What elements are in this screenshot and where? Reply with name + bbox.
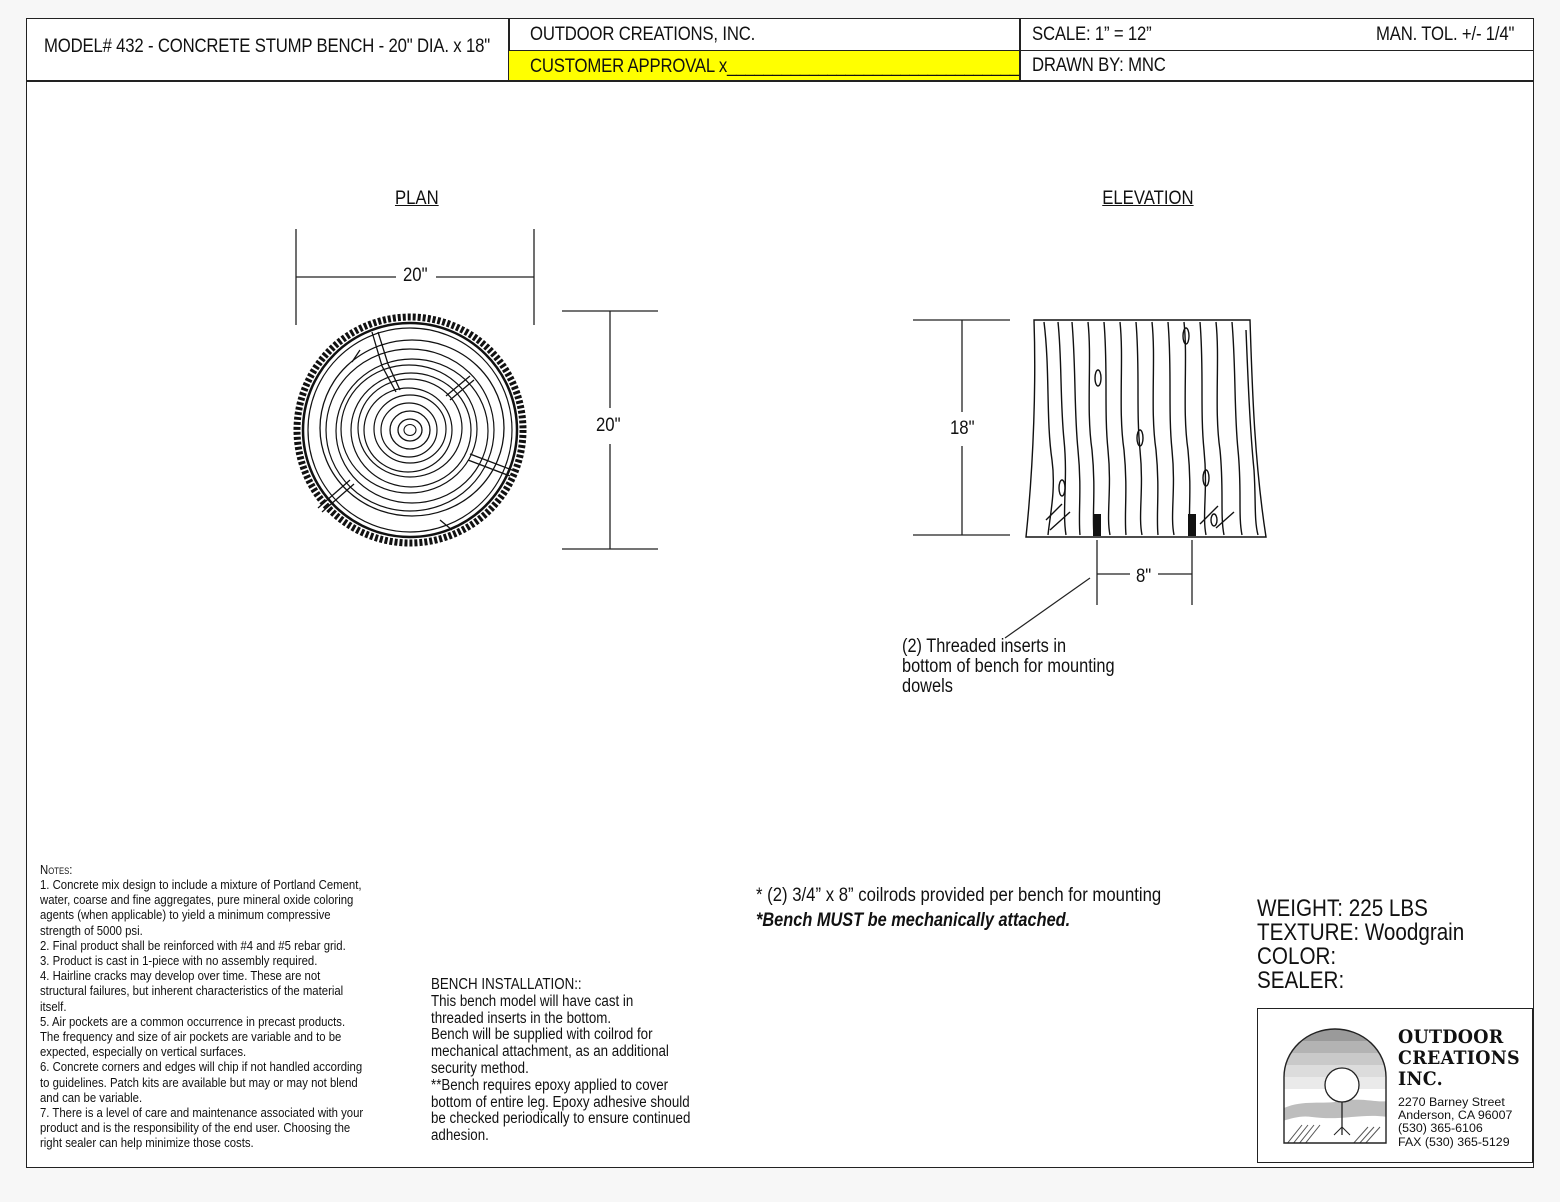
color-spec: COLOR: [1257,943,1337,970]
company-logo-icon [1282,1027,1388,1145]
company-name: OUTDOOR CREATIONS, INC. [530,24,756,45]
plan-title: PLAN [394,188,439,209]
callout-leader-line [1005,578,1090,638]
tolerance-label: MAN. TOL. +/- 1/4" [1376,24,1515,45]
threaded-inserts-callout: (2) Threaded inserts in bottom of bench for mounting dowels [902,636,1115,697]
company-address: 2270 Barney Street Anderson, CA 96007 (530) 365-6106 FAX (530) 365-5129 [1398,1095,1513,1149]
attachment-warning: *Bench MUST be mechanically attached. [756,910,1071,931]
weight-spec: WEIGHT: 225 LBS [1257,895,1428,922]
logo-company-name: OUTDOOR CREATIONS INC. [1398,1026,1520,1090]
notes-heading: Notes: [40,862,73,877]
stump-top-rings [297,317,523,543]
model-title: MODEL# 432 - CONCRETE STUMP BENCH - 20" DIA. x 18" [44,36,490,57]
elevation-height-label: 18" [950,418,975,439]
company-logo-block [1257,1008,1533,1163]
plan-depth-label: 20" [596,415,621,436]
plan-width-label: 20" [403,265,428,286]
coilrod-note: * (2) 3/4” x 8” coilrods provided per bench for mounting [756,885,1162,906]
sealer-spec: SEALER: [1257,967,1345,994]
drawn-by-label: DRAWN BY: MNC [1032,55,1166,76]
customer-approval[interactable]: CUSTOMER APPROVAL x________________________________ [530,56,1019,77]
stump-elevation-body [1026,320,1266,537]
insert-spacing-label: 8" [1136,566,1152,587]
elevation-title: ELEVATION [1102,188,1194,209]
notes-body: 1. Concrete mix design to include a mixture of Portland Cement, water, coarse and fine aggregates, pure mineral oxide coloring agents (when applicable) to yield a minimum compressive strength of 5000 psi. 2. Final product shall be reinforced with #4 and #5 rebar grid. 3. Product is cast in 1-piece with no assembly required. 4. Hairline cracks may develop over time. These are not structural failures, but inherent characteristics of the material itself. 5. Air pockets are a common occurrence in precast products. The frequency and size of air pockets are variable and to be expected, especially on vertical surfaces. 6. Concrete corners and edges will chip if not handled according to guidelines. Patch kits are available but may or may not blend and can be variable. 7. There is a level of care and maintenance associated with your product and is the responsibility of the end user. Choosing the right sealer can help minimize those costs. [40,877,364,1151]
scale-label: SCALE: 1” = 12” [1032,24,1152,45]
bench-installation-text: BENCH INSTALLATION:: This bench model will have cast in threaded inserts in the bottom. Bench will be supplied with coilrod for mechanical attachment, as an additional security method. **Bench requires epoxy applied to cover bottom of entire leg. Epoxy adhesive should be checked periodically to ensure continued adhesion. [431,976,691,1145]
texture-spec: TEXTURE: Woodgrain [1257,919,1465,946]
